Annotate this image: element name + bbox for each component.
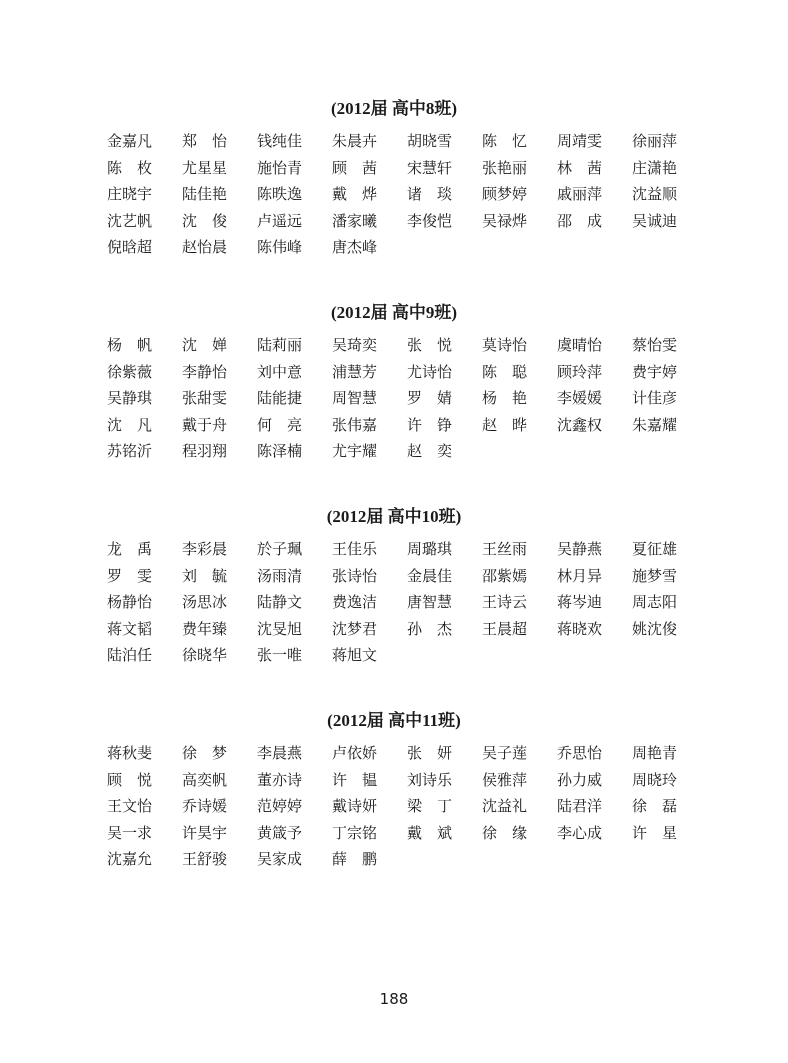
student-name: 徐 磊 <box>632 797 678 815</box>
student-name: 邵紫嫣 <box>482 566 528 585</box>
name-row <box>107 332 687 359</box>
class-section-8 <box>0 97 788 261</box>
student-name: 乔思怡 <box>557 744 603 762</box>
student-name: 张 悦 <box>407 336 453 354</box>
student-name: 倪晗超 <box>107 238 153 256</box>
name-row <box>107 412 687 439</box>
student-name: 罗 婧 <box>407 389 453 407</box>
student-name: 李心成 <box>557 823 603 842</box>
student-name: 陈 聪 <box>482 362 528 381</box>
student-name: 王舒骏 <box>182 850 228 868</box>
student-name: 张诗怡 <box>332 566 378 585</box>
student-name: 林月异 <box>557 566 603 585</box>
student-name: 浦慧芳 <box>332 362 378 381</box>
student-name: 庄潇艳 <box>632 158 678 177</box>
student-name: 赵怡晨 <box>182 238 228 256</box>
student-name: 汤思冰 <box>182 593 228 611</box>
student-name: 李晨燕 <box>257 744 303 762</box>
student-name: 吴琦奕 <box>332 336 378 354</box>
student-name: 杨 艳 <box>482 389 528 407</box>
student-name: 侯雅萍 <box>482 770 528 789</box>
student-name: 沈旻旭 <box>257 619 303 638</box>
student-name: 施梦雪 <box>632 566 678 585</box>
student-name: 周艳青 <box>632 744 678 762</box>
student-name: 尤诗怡 <box>407 362 453 381</box>
student-name: 徐丽萍 <box>632 132 678 150</box>
student-name: 戴诗妍 <box>332 797 378 815</box>
name-row <box>107 740 687 767</box>
student-name: 罗 雯 <box>107 566 153 585</box>
student-name: 卢依娇 <box>332 744 378 762</box>
student-name: 沈鑫权 <box>557 415 603 434</box>
student-name: 戴于舟 <box>182 415 228 434</box>
name-row <box>107 359 687 386</box>
student-name: 莫诗怡 <box>482 336 528 354</box>
student-name: 沈嘉允 <box>107 850 153 868</box>
student-name: 戚丽萍 <box>557 185 603 203</box>
student-name: 张艳丽 <box>482 158 528 177</box>
student-name: 苏铭沂 <box>107 442 153 460</box>
student-name: 戴 斌 <box>407 823 453 842</box>
student-name: 唐杰峰 <box>332 238 378 256</box>
name-row <box>107 589 687 616</box>
student-name: 费宇婷 <box>632 362 678 381</box>
student-name: 徐晓华 <box>182 646 228 664</box>
name-row <box>107 208 687 235</box>
student-name: 蒋秋斐 <box>107 744 153 762</box>
student-name: 蒋岑迪 <box>557 593 603 611</box>
student-name: 金晨佳 <box>407 566 453 585</box>
student-name: 陈 枚 <box>107 158 153 177</box>
student-name: 陈泽楠 <box>257 442 303 460</box>
name-row <box>107 616 687 643</box>
name-grid <box>107 740 687 873</box>
name-row <box>107 536 687 563</box>
student-name: 潘家曦 <box>332 211 378 230</box>
student-name: 杨 帆 <box>107 336 153 354</box>
student-name: 金嘉凡 <box>107 132 153 150</box>
student-name: 许 星 <box>632 823 678 842</box>
student-name: 蒋晓欢 <box>557 619 603 638</box>
student-name: 林 茜 <box>557 158 603 177</box>
name-row <box>107 438 687 465</box>
student-name: 高奕帆 <box>182 770 228 789</box>
student-name: 尤宇耀 <box>332 442 378 460</box>
student-name: 陆佳艳 <box>182 185 228 203</box>
student-name: 赵 晔 <box>482 415 528 434</box>
student-name: 胡晓雪 <box>407 132 453 150</box>
student-name: 李静怡 <box>182 362 228 381</box>
student-name: 黄箴予 <box>257 823 303 842</box>
student-name: 许 韫 <box>332 770 378 789</box>
student-name: 吴静琪 <box>107 389 153 407</box>
student-name: 施怡青 <box>257 158 303 177</box>
student-name: 刘诗乐 <box>407 770 453 789</box>
name-row <box>107 793 687 820</box>
student-name: 周智慧 <box>332 389 378 407</box>
student-name: 孙力威 <box>557 770 603 789</box>
class-section-11 <box>0 709 788 873</box>
class-title: (2012届 高中8班) <box>330 99 458 118</box>
student-name: 徐 缘 <box>482 823 528 842</box>
student-name: 姚沈俊 <box>632 619 678 638</box>
student-name: 周志阳 <box>632 593 678 611</box>
name-grid <box>107 128 687 261</box>
name-row <box>107 846 687 873</box>
student-name: 卢遥远 <box>257 211 303 230</box>
student-name: 庄晓宇 <box>107 185 153 203</box>
student-name: 陆能捷 <box>257 389 303 407</box>
student-name: 沈梦君 <box>332 619 378 638</box>
student-name: 钱纯佳 <box>257 132 303 150</box>
student-name: 沈艺帆 <box>107 211 153 230</box>
name-row <box>107 563 687 590</box>
name-row <box>107 155 687 182</box>
page-number: 188 <box>379 990 409 1008</box>
student-name: 陆静文 <box>257 593 303 611</box>
student-name: 夏征雄 <box>632 540 678 558</box>
student-name: 郑 怡 <box>182 132 228 150</box>
student-name: 梁 丁 <box>407 797 453 815</box>
student-name: 顾 茜 <box>332 158 378 177</box>
student-name: 蒋文韬 <box>107 619 153 638</box>
name-grid <box>107 332 687 465</box>
name-row <box>107 128 687 155</box>
student-name: 诸 琰 <box>407 185 453 203</box>
student-name: 邵 成 <box>557 211 603 230</box>
student-name: 吴静燕 <box>557 540 603 558</box>
student-name: 何 亮 <box>257 415 303 434</box>
student-name: 吴子莲 <box>482 744 528 762</box>
student-name: 费逸洁 <box>332 593 378 611</box>
class-section-9 <box>0 301 788 465</box>
student-name: 虞晴怡 <box>557 336 603 354</box>
student-name: 尤星星 <box>182 158 228 177</box>
student-name: 陆莉丽 <box>257 336 303 354</box>
student-name: 顾梦婷 <box>482 185 528 203</box>
student-name: 王诗云 <box>482 593 528 611</box>
student-name: 王丝雨 <box>482 540 528 558</box>
student-name: 王文怡 <box>107 797 153 815</box>
student-name: 徐 梦 <box>182 744 228 762</box>
student-name: 龙 禹 <box>107 540 153 558</box>
student-name: 许 铮 <box>407 415 453 434</box>
student-name: 沈益顺 <box>632 185 678 203</box>
student-name: 沈 凡 <box>107 415 153 434</box>
name-row <box>107 642 687 669</box>
student-name: 程羽翔 <box>182 442 228 460</box>
student-name: 李俊恺 <box>407 211 453 230</box>
name-row <box>107 181 687 208</box>
student-name: 赵 奕 <box>407 442 453 460</box>
student-name: 朱晨卉 <box>332 132 378 150</box>
student-name: 顾 悦 <box>107 770 153 789</box>
name-row <box>107 234 687 261</box>
name-grid <box>107 536 687 669</box>
student-name: 费年臻 <box>182 619 228 638</box>
student-name: 沈 俊 <box>182 211 228 230</box>
student-name: 吴禄烨 <box>482 211 528 230</box>
student-name: 蔡怡雯 <box>632 336 678 354</box>
student-name: 陈 忆 <box>482 132 528 150</box>
student-name: 徐紫薇 <box>107 362 153 381</box>
student-name: 许昊宇 <box>182 823 228 842</box>
student-name: 於子珮 <box>257 540 303 558</box>
student-name: 戴 烨 <box>332 185 378 203</box>
name-row <box>107 385 687 412</box>
student-name: 张伟嘉 <box>332 415 378 434</box>
student-name: 周靖雯 <box>557 132 603 150</box>
student-name: 孙 杰 <box>407 619 453 638</box>
student-name: 沈 婵 <box>182 336 228 354</box>
student-name: 李彩晨 <box>182 540 228 558</box>
student-name: 薛 鹏 <box>332 850 378 868</box>
student-name: 顾玲萍 <box>557 362 603 381</box>
student-name: 范婷婷 <box>257 797 303 815</box>
name-row <box>107 767 687 794</box>
student-name: 杨静怡 <box>107 593 153 611</box>
class-title: (2012届 高中10班) <box>326 507 462 526</box>
class-title: (2012届 高中11班) <box>327 711 461 730</box>
student-name: 汤雨清 <box>257 566 303 585</box>
student-name: 张一唯 <box>257 646 303 664</box>
student-name: 张 妍 <box>407 744 453 762</box>
student-name: 吴家成 <box>257 850 303 868</box>
student-name: 唐智慧 <box>407 593 453 611</box>
student-name: 陈昳逸 <box>257 185 303 203</box>
class-section-10 <box>0 505 788 669</box>
student-name: 周璐琪 <box>407 540 453 558</box>
class-title: (2012届 高中9班) <box>330 303 458 322</box>
student-name: 李媛媛 <box>557 389 603 407</box>
student-name: 刘中意 <box>257 362 303 381</box>
student-name: 吴诚迪 <box>632 211 678 230</box>
student-name: 董亦诗 <box>257 770 303 789</box>
student-name: 乔诗媛 <box>182 797 228 815</box>
student-name: 蒋旭文 <box>332 646 378 664</box>
student-name: 朱嘉耀 <box>632 415 678 434</box>
student-name: 陆君洋 <box>557 797 603 815</box>
student-name: 陈伟峰 <box>257 238 303 256</box>
student-name: 宋慧轩 <box>407 158 453 177</box>
student-name: 吴一求 <box>107 823 153 842</box>
student-name: 王佳乐 <box>332 540 378 558</box>
student-name: 周晓玲 <box>632 770 678 789</box>
student-name: 丁宗铭 <box>332 823 378 842</box>
student-name: 张甜雯 <box>182 389 228 407</box>
student-name: 刘 毓 <box>182 566 228 585</box>
student-name: 陆泊任 <box>107 646 153 664</box>
student-name: 王晨超 <box>482 619 528 638</box>
name-row <box>107 820 687 847</box>
student-name: 沈益礼 <box>482 797 528 815</box>
student-name: 计佳彦 <box>632 389 678 407</box>
